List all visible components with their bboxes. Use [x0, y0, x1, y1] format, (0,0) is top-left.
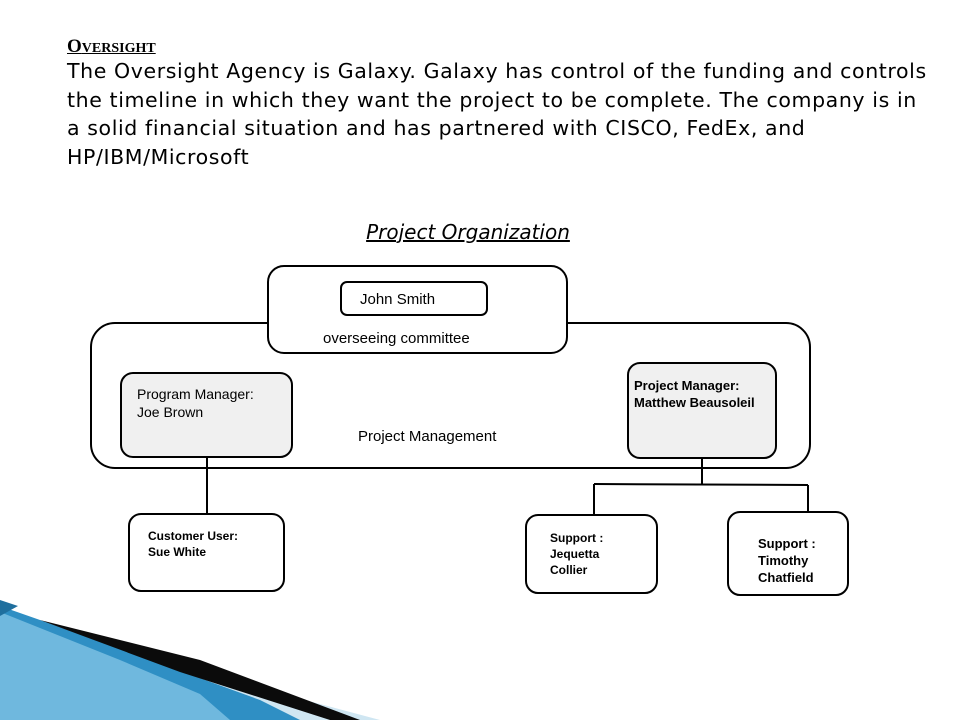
- support-1-last-name: Collier: [550, 563, 588, 577]
- support-2-last-name: Chatfield: [758, 570, 814, 585]
- john-smith-label: John Smith: [360, 291, 436, 308]
- project-manager-name: Matthew Beausoleil: [634, 395, 755, 410]
- program-manager-name: Joe Brown: [137, 404, 204, 420]
- diagram-title: Project Organization: [366, 220, 570, 244]
- customer-user-name: Sue White: [148, 545, 207, 559]
- project-management-label: Project Management: [358, 428, 497, 445]
- heading-rest: VERSIGHT: [81, 41, 156, 56]
- support-1-role: Support :: [550, 531, 604, 545]
- connector-support-bar: [594, 484, 808, 485]
- support-1-first-name: Jequetta: [550, 547, 600, 561]
- committee-label: overseeing committee: [323, 330, 470, 347]
- program-manager-role: Program Manager:: [137, 386, 254, 402]
- corner-swoosh-decoration: [0, 600, 380, 720]
- heading-initial: O: [67, 36, 82, 57]
- project-manager-role: Project Manager:: [634, 378, 740, 393]
- support-2-role: Support :: [758, 536, 816, 551]
- customer-user-role: Customer User:: [148, 529, 239, 543]
- oversight-paragraph: The Oversight Agency is Galaxy. Galaxy has control of the funding and controls the timeline in which they want the project to be complete. The company is in a solid financial situation and has partnered with CISCO, FedEx, and HP/IBM/Microsoft: [67, 59, 927, 169]
- support-2-first-name: Timothy: [758, 553, 809, 568]
